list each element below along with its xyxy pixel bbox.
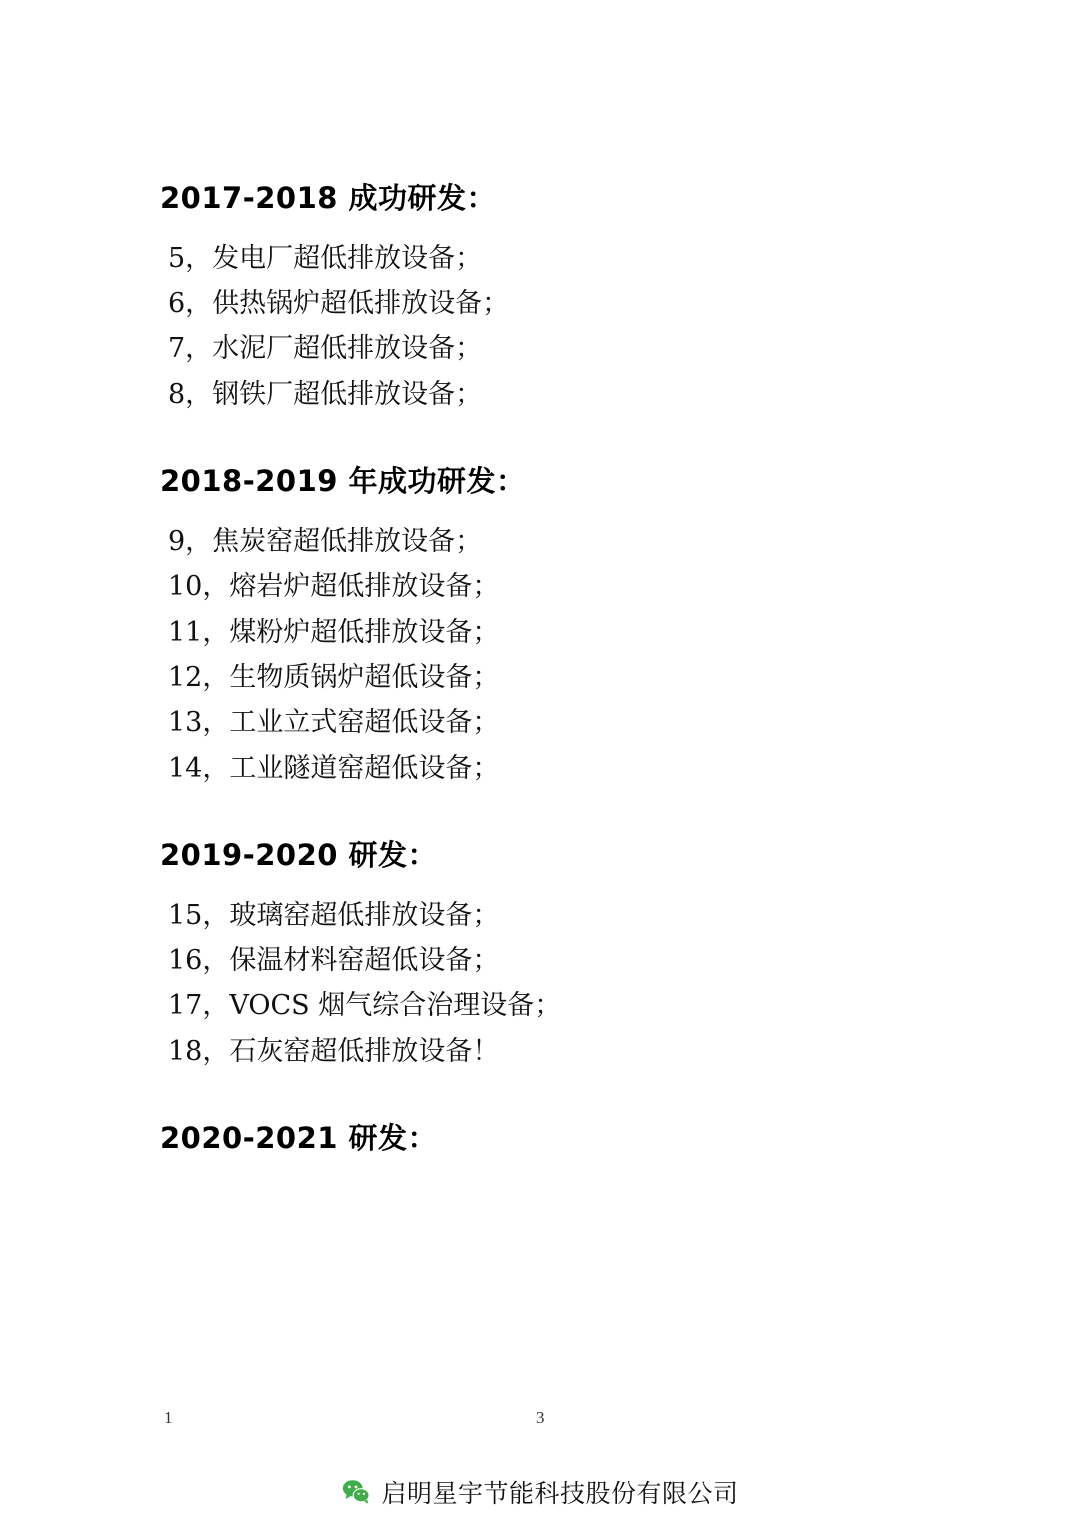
list-item: 8，钢铁厂超低排放设备； <box>168 378 483 410</box>
brand-bar <box>0 1468 1080 1516</box>
item-list <box>160 893 950 1074</box>
list-item: 16，保温材料窑超低设备； <box>168 945 500 977</box>
list-item: 18，石灰窑超低排放设备！ <box>168 1035 500 1067</box>
list-item: 12，生物质锅炉超低设备； <box>168 661 500 693</box>
item-list <box>160 236 950 417</box>
page-number: 3 <box>536 1408 545 1427</box>
list-item: 17，VOCS 烟气综合治理设备； <box>168 990 562 1022</box>
list-item: 10，熔岩炉超低排放设备； <box>168 571 500 603</box>
list-item: 5，发电厂超低排放设备； <box>168 242 483 274</box>
list-item: 9，焦炭窑超低排放设备； <box>168 525 483 557</box>
list-item: 11，煤粉炉超低排放设备； <box>168 616 500 648</box>
footer-left-number: 1 <box>164 1408 173 1427</box>
section-2019-2020 <box>160 837 950 1074</box>
section-heading: 2017-2018 成功研发： <box>160 181 497 215</box>
section-heading: 2019-2020 研发： <box>160 837 438 872</box>
section-2018-2019 <box>160 463 950 791</box>
item-list <box>160 519 950 791</box>
wechat-icon <box>341 1477 371 1507</box>
list-item: 14，工业隧道窑超低设备； <box>168 752 500 784</box>
page-footer <box>0 1408 1080 1438</box>
section-heading: 2018-2019 年成功研发： <box>160 464 526 499</box>
list-item: 7，水泥厂超低排放设备； <box>168 333 483 365</box>
section-2020-2021 <box>160 1120 950 1158</box>
list-item: 15，玻璃窑超低排放设备； <box>168 899 500 931</box>
section-2017-2018 <box>160 180 950 417</box>
brand-name: 启明星宇节能科技股份有限公司 <box>381 1479 739 1508</box>
list-item: 13，工业立式窑超低设备； <box>168 707 500 739</box>
section-heading: 2020-2021 研发： <box>160 1121 438 1156</box>
document-body <box>160 180 950 1176</box>
list-item: 6，供热锅炉超低排放设备； <box>168 288 510 320</box>
